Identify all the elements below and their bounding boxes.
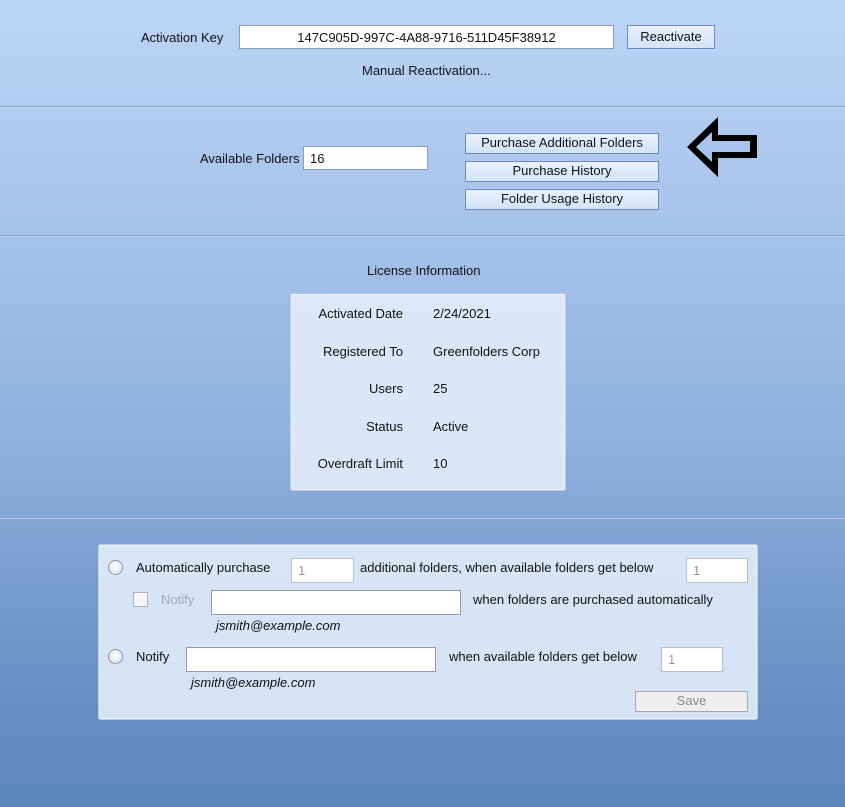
activated-date-label: Activated Date [318, 306, 403, 321]
divider [0, 106, 845, 107]
folder-usage-history-button[interactable]: Folder Usage History [465, 189, 659, 210]
available-folders-input[interactable] [303, 146, 428, 170]
auto-purchase-threshold-input[interactable] [686, 558, 748, 583]
purchase-history-button[interactable]: Purchase History [465, 161, 659, 182]
notify-on-purchase-email-hint: jsmith@example.com [216, 618, 341, 633]
registered-to-label: Registered To [323, 344, 403, 359]
registered-to-value: Greenfolders Corp [433, 344, 540, 359]
save-button[interactable]: Save [635, 691, 748, 712]
users-value: 25 [433, 381, 448, 396]
notify-below-email-input[interactable] [186, 647, 436, 672]
license-information-title: License Information [367, 263, 481, 278]
auto-purchase-quantity-input[interactable] [291, 558, 354, 583]
overdraft-limit-label: Overdraft Limit [317, 456, 403, 471]
activated-date-value: 2/24/2021 [433, 306, 491, 321]
reactivate-button[interactable]: Reactivate [627, 25, 715, 49]
notify-below-suffix: when available folders get below [449, 649, 637, 664]
auto-purchase-middle-text: additional folders, when available folders get below [360, 560, 654, 575]
divider [0, 517, 845, 518]
left-arrow-icon [684, 114, 760, 180]
activation-key-input[interactable] [239, 25, 614, 49]
overdraft-limit-value: 10 [433, 456, 448, 471]
users-label: Users [369, 381, 403, 396]
manual-reactivation-link[interactable]: Manual Reactivation... [362, 63, 491, 78]
purchase-additional-folders-button[interactable]: Purchase Additional Folders [465, 133, 659, 154]
notify-below-threshold-input[interactable] [661, 647, 723, 672]
notify-on-purchase-suffix: when folders are purchased automatically [473, 592, 713, 607]
notify-on-purchase-label: Notify [161, 592, 195, 607]
status-label: Status [366, 419, 403, 434]
notify-below-radio[interactable] [108, 649, 123, 664]
notify-below-label: Notify [136, 649, 170, 664]
notify-below-email-hint: jsmith@example.com [191, 675, 316, 690]
auto-purchase-radio[interactable] [108, 560, 123, 575]
available-folders-label: Available Folders [200, 151, 300, 166]
notify-on-purchase-email-input[interactable] [211, 590, 461, 615]
notify-on-purchase-checkbox[interactable] [133, 592, 148, 607]
divider [0, 235, 845, 236]
activation-key-label: Activation Key [141, 30, 224, 45]
auto-purchase-label: Automatically purchase [136, 560, 271, 575]
status-value: Active [433, 419, 469, 434]
